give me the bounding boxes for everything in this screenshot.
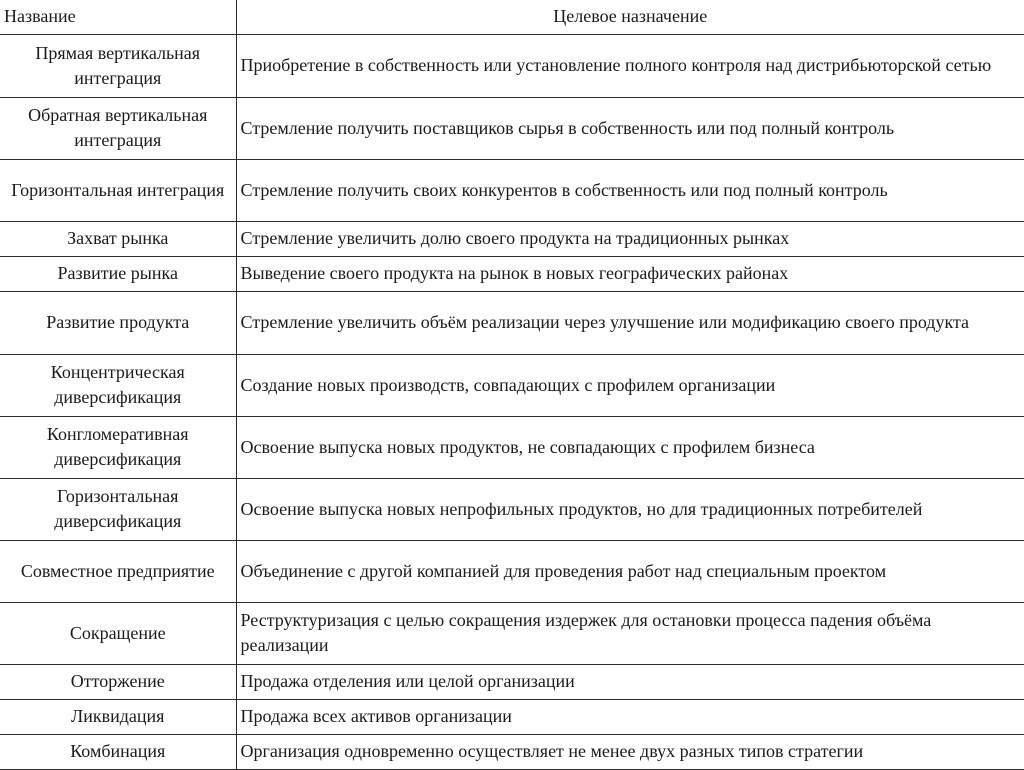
strategy-name: Ликвидация: [0, 699, 236, 734]
strategy-name: Горизонтальная интеграция: [0, 159, 236, 221]
strategy-purpose: Приобретение в собственность или установление полного контроля над дистрибьюторской сетью: [236, 34, 1024, 97]
table-row: [0, 97, 1024, 159]
strategy-purpose: Выведение своего продукта на рынок в новых географических районах: [236, 256, 1024, 291]
table-row: [0, 416, 1024, 478]
strategy-name: Захват рынка: [0, 221, 236, 256]
strategy-purpose: Стремление увеличить долю своего продукта на традиционных рынках: [236, 221, 1024, 256]
column-header-name: Название: [0, 0, 236, 34]
strategy-name: Концентрическая диверсификация: [0, 354, 236, 416]
strategy-name: Развитие рынка: [0, 256, 236, 291]
strategy-purpose: Создание новых производств, совпадающих с профилем организации: [236, 354, 1024, 416]
table-row: [0, 699, 1024, 734]
table-row: [0, 354, 1024, 416]
table-row: [0, 34, 1024, 97]
strategy-purpose: Стремление получить поставщиков сырья в собственность или под полный контроль: [236, 97, 1024, 159]
table-row: [0, 540, 1024, 602]
strategy-name: Сокращение: [0, 602, 236, 664]
strategy-purpose: Объединение с другой компанией для проведения работ над специальным проектом: [236, 540, 1024, 602]
strategy-purpose: Продажа всех активов организации: [236, 699, 1024, 734]
strategy-purpose: Реструктуризация с целью сокращения издержек для остановки процесса падения объёма реализации: [236, 602, 1024, 664]
strategy-purpose: Стремление увеличить объём реализации через улучшение или модификацию своего продукта: [236, 291, 1024, 354]
strategy-name: Горизонтальная диверсификация: [0, 478, 236, 540]
column-header-purpose: Целевое назначение: [236, 0, 1024, 34]
table-row: [0, 256, 1024, 291]
strategy-name: Обратная вертикальная интеграция: [0, 97, 236, 159]
table-row: [0, 221, 1024, 256]
strategy-purpose: Продажа отделения или целой организации: [236, 664, 1024, 699]
table-row: [0, 478, 1024, 540]
strategy-name: Конгломеративная диверсификация: [0, 416, 236, 478]
strategy-purpose: Стремление получить своих конкурентов в собственность или под полный контроль: [236, 159, 1024, 221]
strategy-name: Комбинация: [0, 734, 236, 769]
strategy-name: Совместное предприятие: [0, 540, 236, 602]
header-row: [0, 0, 1024, 34]
table-row: [0, 602, 1024, 664]
strategy-name: Отторжение: [0, 664, 236, 699]
table-row: [0, 159, 1024, 221]
table-row: [0, 291, 1024, 354]
strategy-purpose: Освоение выпуска новых продуктов, не совпадающих с профилем бизнеса: [236, 416, 1024, 478]
strategy-purpose: Освоение выпуска новых непрофильных продуктов, но для традиционных потребителей: [236, 478, 1024, 540]
strategy-name: Прямая вертикальная интеграция: [0, 34, 236, 97]
strategy-purpose: Организация одновременно осуществляет не менее двух разных типов стратегии: [236, 734, 1024, 769]
table-row: [0, 734, 1024, 769]
strategy-name: Развитие продукта: [0, 291, 236, 354]
table-row: [0, 664, 1024, 699]
